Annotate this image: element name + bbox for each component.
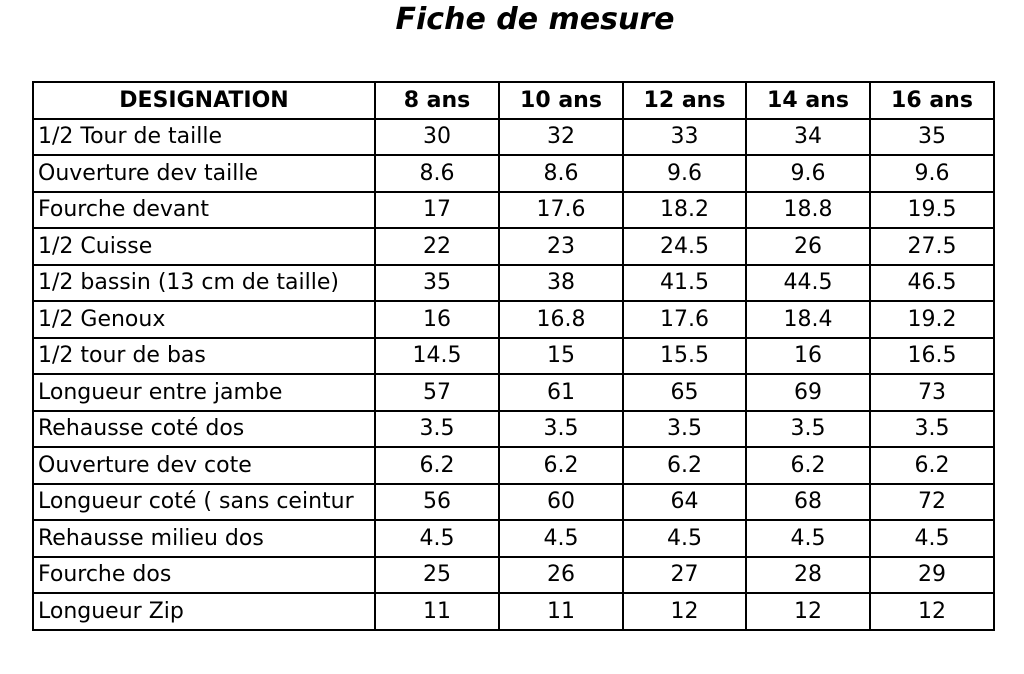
row-value: 6.2 bbox=[623, 447, 746, 484]
row-value: 46.5 bbox=[870, 265, 994, 302]
row-value: 6.2 bbox=[870, 447, 994, 484]
row-value: 44.5 bbox=[746, 265, 870, 302]
header-14-ans: 14 ans bbox=[746, 82, 870, 119]
table-row bbox=[33, 447, 994, 484]
table-body bbox=[33, 119, 994, 630]
row-value: 3.5 bbox=[499, 411, 623, 448]
row-value: 17.6 bbox=[623, 301, 746, 338]
header-16-ans: 16 ans bbox=[870, 82, 994, 119]
table-row bbox=[33, 484, 994, 521]
row-value: 28 bbox=[746, 557, 870, 594]
row-value: 72 bbox=[870, 484, 994, 521]
row-value: 16.5 bbox=[870, 338, 994, 375]
row-label: Longueur Zip bbox=[33, 593, 375, 630]
row-label: 1/2 Genoux bbox=[33, 301, 375, 338]
row-value: 61 bbox=[499, 374, 623, 411]
row-value: 12 bbox=[746, 593, 870, 630]
header-12-ans: 12 ans bbox=[623, 82, 746, 119]
row-value: 4.5 bbox=[746, 520, 870, 557]
row-value: 56 bbox=[375, 484, 499, 521]
row-value: 65 bbox=[623, 374, 746, 411]
row-value: 9.6 bbox=[623, 155, 746, 192]
row-value: 30 bbox=[375, 119, 499, 156]
row-value: 33 bbox=[623, 119, 746, 156]
row-value: 9.6 bbox=[746, 155, 870, 192]
row-value: 3.5 bbox=[746, 411, 870, 448]
row-value: 6.2 bbox=[499, 447, 623, 484]
row-value: 17 bbox=[375, 192, 499, 229]
row-label: 1/2 tour de bas bbox=[33, 338, 375, 375]
table-row bbox=[33, 374, 994, 411]
row-value: 35 bbox=[870, 119, 994, 156]
row-value: 26 bbox=[499, 557, 623, 594]
table-row bbox=[33, 338, 994, 375]
row-value: 73 bbox=[870, 374, 994, 411]
row-value: 19.5 bbox=[870, 192, 994, 229]
row-label: Fourche dos bbox=[33, 557, 375, 594]
row-value: 27 bbox=[623, 557, 746, 594]
row-value: 41.5 bbox=[623, 265, 746, 302]
row-value: 6.2 bbox=[375, 447, 499, 484]
row-value: 68 bbox=[746, 484, 870, 521]
row-value: 4.5 bbox=[623, 520, 746, 557]
row-value: 11 bbox=[375, 593, 499, 630]
row-value: 26 bbox=[746, 228, 870, 265]
row-value: 18.2 bbox=[623, 192, 746, 229]
row-value: 25 bbox=[375, 557, 499, 594]
table-row bbox=[33, 411, 994, 448]
row-value: 14.5 bbox=[375, 338, 499, 375]
table-row bbox=[33, 228, 994, 265]
header-8-ans: 8 ans bbox=[375, 82, 499, 119]
row-value: 12 bbox=[870, 593, 994, 630]
row-value: 69 bbox=[746, 374, 870, 411]
row-value: 60 bbox=[499, 484, 623, 521]
row-value: 38 bbox=[499, 265, 623, 302]
row-value: 12 bbox=[623, 593, 746, 630]
table-row bbox=[33, 520, 994, 557]
row-value: 27.5 bbox=[870, 228, 994, 265]
row-value: 8.6 bbox=[375, 155, 499, 192]
row-value: 4.5 bbox=[870, 520, 994, 557]
row-value: 29 bbox=[870, 557, 994, 594]
row-value: 4.5 bbox=[499, 520, 623, 557]
row-label: 1/2 bassin (13 cm de taille) bbox=[33, 265, 375, 302]
row-value: 3.5 bbox=[870, 411, 994, 448]
row-value: 35 bbox=[375, 265, 499, 302]
row-label: Rehausse coté dos bbox=[33, 411, 375, 448]
row-value: 23 bbox=[499, 228, 623, 265]
table-row bbox=[33, 119, 994, 156]
row-label: Ouverture dev taille bbox=[33, 155, 375, 192]
table-row bbox=[33, 301, 994, 338]
row-label: Ouverture dev cote bbox=[33, 447, 375, 484]
row-value: 16.8 bbox=[499, 301, 623, 338]
row-label: 1/2 Cuisse bbox=[33, 228, 375, 265]
table-row bbox=[33, 265, 994, 302]
row-value: 11 bbox=[499, 593, 623, 630]
row-label: Fourche devant bbox=[33, 192, 375, 229]
row-value: 18.8 bbox=[746, 192, 870, 229]
row-value: 15 bbox=[499, 338, 623, 375]
row-value: 3.5 bbox=[623, 411, 746, 448]
row-value: 15.5 bbox=[623, 338, 746, 375]
row-value: 64 bbox=[623, 484, 746, 521]
header-designation: DESIGNATION bbox=[33, 82, 375, 119]
table-row bbox=[33, 192, 994, 229]
row-value: 16 bbox=[375, 301, 499, 338]
row-label: 1/2 Tour de taille bbox=[33, 119, 375, 156]
measurement-table bbox=[32, 81, 995, 631]
table-row bbox=[33, 557, 994, 594]
table-row bbox=[33, 593, 994, 630]
row-label: Longueur entre jambe bbox=[33, 374, 375, 411]
row-label: Longueur coté ( sans ceintur bbox=[33, 484, 375, 521]
row-value: 3.5 bbox=[375, 411, 499, 448]
row-label: Rehausse milieu dos bbox=[33, 520, 375, 557]
row-value: 18.4 bbox=[746, 301, 870, 338]
row-value: 57 bbox=[375, 374, 499, 411]
page-title: Fiche de mesure bbox=[395, 2, 675, 37]
table-row bbox=[33, 155, 994, 192]
row-value: 19.2 bbox=[870, 301, 994, 338]
row-value: 32 bbox=[499, 119, 623, 156]
row-value: 34 bbox=[746, 119, 870, 156]
row-value: 22 bbox=[375, 228, 499, 265]
header-10-ans: 10 ans bbox=[499, 82, 623, 119]
row-value: 17.6 bbox=[499, 192, 623, 229]
row-value: 6.2 bbox=[746, 447, 870, 484]
row-value: 4.5 bbox=[375, 520, 499, 557]
row-value: 9.6 bbox=[870, 155, 994, 192]
table-header-row bbox=[33, 82, 994, 119]
row-value: 24.5 bbox=[623, 228, 746, 265]
row-value: 16 bbox=[746, 338, 870, 375]
row-value: 8.6 bbox=[499, 155, 623, 192]
